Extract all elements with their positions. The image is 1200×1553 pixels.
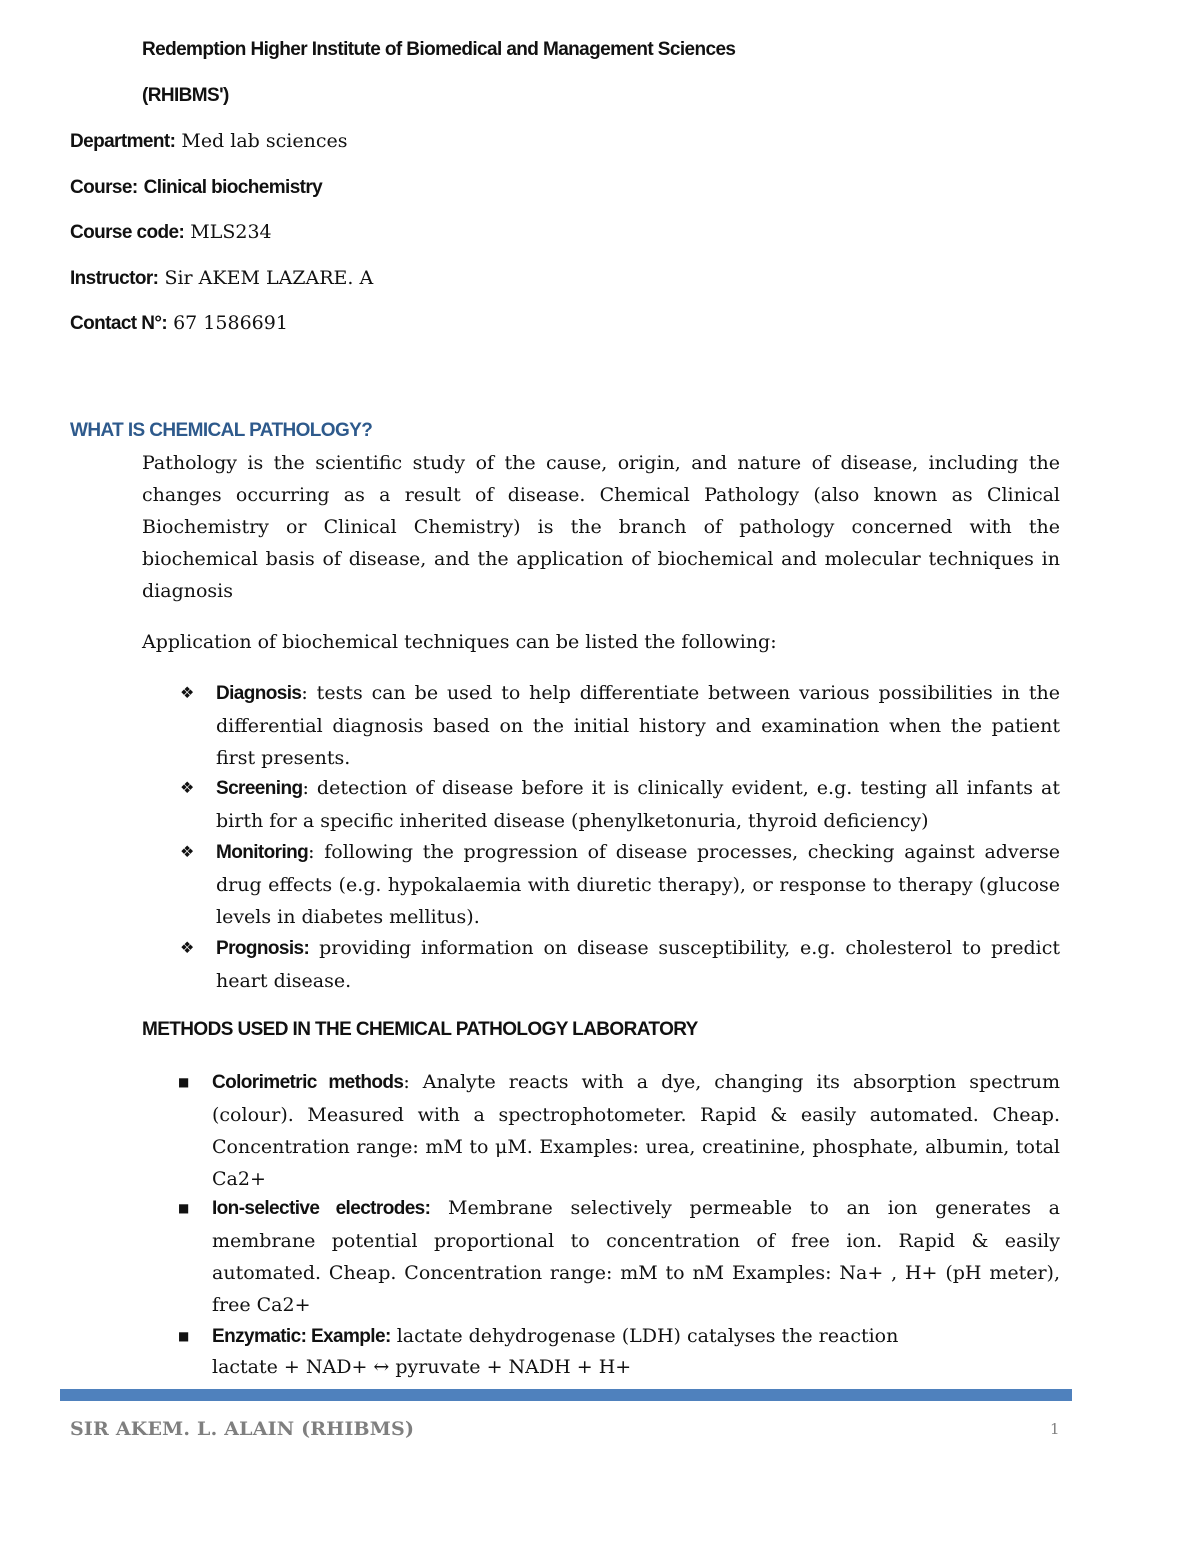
diamond-bullet-icon: ❖ xyxy=(180,683,195,702)
diamond-bullet-icon: ❖ xyxy=(180,842,195,861)
contact-value: 67 1586691 xyxy=(173,312,288,334)
list-item-ion-selective xyxy=(212,1192,1060,1321)
item-term: Ion-selective electrodes: xyxy=(212,1198,431,1219)
item-text: providing information on disease susceptibility, e.g. cholesterol to predict heart disease. xyxy=(216,937,1060,992)
list-item-prognosis xyxy=(216,932,1060,997)
department-value: Med lab sciences xyxy=(181,130,348,152)
square-bullet-icon: ■ xyxy=(178,1201,190,1215)
item-term: Diagnosis xyxy=(216,683,302,704)
contact-label: Contact N°: xyxy=(70,313,168,334)
list-item-screening xyxy=(216,772,1060,837)
list-item-enzymatic xyxy=(212,1320,1060,1353)
item-text: : tests can be used to help differentiate between various possibilities in the differential diagnosis based on the initial history and examination when the patient first presents. xyxy=(216,682,1060,769)
instructor-label: Instructor: xyxy=(70,268,159,289)
item-term: Prognosis: xyxy=(216,938,310,959)
item-text: lactate dehydrogenase (LDH) catalyses the reaction xyxy=(390,1325,899,1347)
list-item-colorimetric xyxy=(212,1066,1060,1195)
contact-line xyxy=(70,311,288,336)
instructor-line xyxy=(70,266,373,291)
page-number: 1 xyxy=(1050,1420,1060,1438)
list-item-monitoring xyxy=(216,836,1060,933)
course-code-value: MLS234 xyxy=(190,221,272,243)
item-term: Enzymatic: Example: xyxy=(212,1326,391,1347)
item-term: Colorimetric methods xyxy=(212,1072,404,1093)
footer-author: SIR AKEM. L. ALAIN (RHIBMS) xyxy=(70,1418,415,1440)
square-bullet-icon: ■ xyxy=(178,1329,190,1343)
enzymatic-reaction-equation: lactate + NAD+ ↔ pyruvate + NADH + H+ xyxy=(212,1356,632,1378)
diamond-bullet-icon: ❖ xyxy=(180,938,195,957)
course-code-label: Course code: xyxy=(70,222,185,243)
item-term: Monitoring xyxy=(216,842,309,863)
institution-abbrev: (RHIBMS') xyxy=(142,85,229,106)
course-code-line xyxy=(70,220,272,245)
footer-rule xyxy=(60,1389,1072,1401)
course-label: Course: xyxy=(70,177,138,198)
square-bullet-icon: ■ xyxy=(178,1075,190,1089)
course-value: Clinical biochemistry xyxy=(143,177,323,198)
list-item-diagnosis xyxy=(216,677,1060,774)
instructor-value: Sir AKEM LAZARE. A xyxy=(164,267,374,289)
item-term: Screening xyxy=(216,778,303,799)
department-label: Department: xyxy=(70,131,176,152)
applications-intro: Application of biochemical techniques can be listed the following: xyxy=(142,631,777,653)
section-heading-chemical-pathology: WHAT IS CHEMICAL PATHOLOGY? xyxy=(70,420,373,441)
item-text: : detection of disease before it is clinically evident, e.g. testing all infants at birth for a specific inherited disease (phenylketonuria, thyroid deficiency) xyxy=(216,777,1060,832)
item-text: : Analyte reacts with a dye, changing its absorption spectrum (colour). Measured with a spectrophotometer. Rapid & easily automated. Cheap. Concentration range: mM to μM. Examples: urea, creatinine, phosphate, albumin, total Ca2+ xyxy=(212,1071,1060,1190)
course-line xyxy=(70,175,322,200)
department-line xyxy=(70,129,347,154)
intro-paragraph: Pathology is the scientific study of the cause, origin, and nature of disease, including the changes occurring as a result of disease. Chemical Pathology (also known as Clinical Biochemistry or Clinical Chemistry) is the branch of pathology concerned with the biochemical basis of disease, and the application of biochemical and molecular techniques in diagnosis xyxy=(142,452,1060,602)
item-text: Membrane selectively permeable to an ion generates a membrane potential proportional to concentration of free ion. Rapid & easily automated. Cheap. Concentration range: mM to nM Examples: Na+ , H+ (pH meter), free Ca2+ xyxy=(212,1197,1060,1316)
institution-name: Redemption Higher Institute of Biomedical and Management Sciences xyxy=(142,39,736,60)
item-text: : following the progression of disease processes, checking against adverse drug effects (e.g. hypokalaemia with diuretic therapy), or response to therapy (glucose levels in diabetes mellitus). xyxy=(216,841,1060,928)
diamond-bullet-icon: ❖ xyxy=(180,778,195,797)
section-heading-methods: METHODS USED IN THE CHEMICAL PATHOLOGY LABORATORY xyxy=(142,1019,698,1040)
